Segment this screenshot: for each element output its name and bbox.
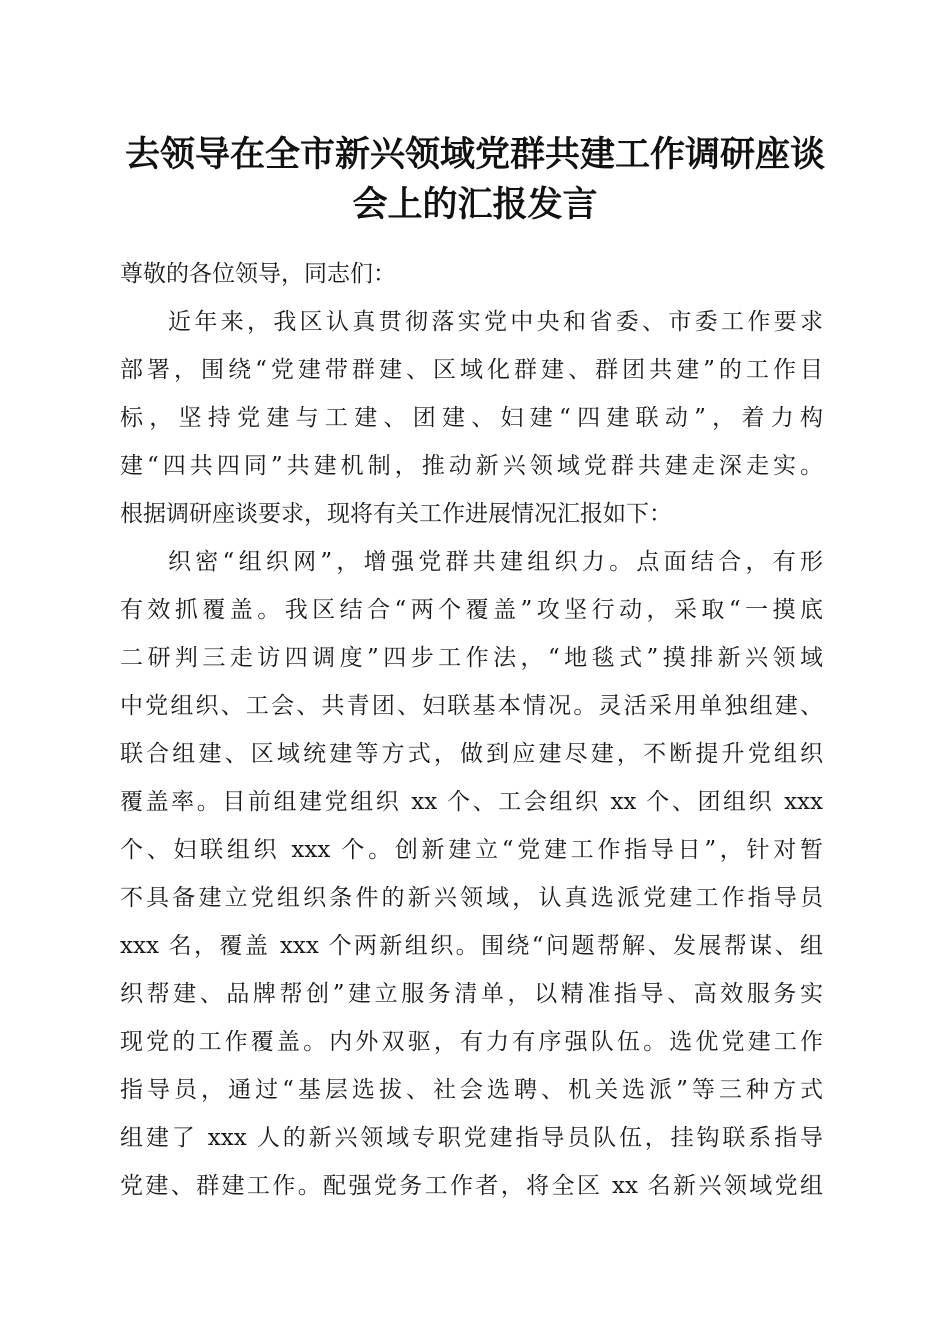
salutation: 尊敬的各位领导，同志们： bbox=[120, 261, 396, 287]
paragraph-line: 党建、群建工作。配强党务工作者，将全区 xx 名新兴领域党组 bbox=[120, 1173, 823, 1199]
paragraph-line: 织帮建、品牌帮创”建立服务清单，以精准指导、高效服务实 bbox=[120, 981, 823, 1007]
paragraph-line: 二研判三走访四调度”四步工作法，“地毯式”摸排新兴领域 bbox=[120, 645, 823, 671]
paragraph-line: 标，坚持党建与工建、团建、妇建“四建联动”，着力构 bbox=[120, 405, 823, 431]
document-body bbox=[120, 250, 840, 1210]
paragraph-line: 覆盖率。目前组建党组织 xx 个、工会组织 xx 个、团组织 xxx bbox=[120, 789, 823, 815]
paragraph-line: 个、妇联组织 xxx 个。创新建立“党建工作指导日”，针对暂 bbox=[120, 837, 823, 863]
paragraph-line: 织密“组织网”，增强党群共建组织力。点面结合，有形 bbox=[168, 549, 823, 575]
paragraph-line: 指导员，通过“基层选拔、社会选聘、机关选派”等三种方式 bbox=[120, 1077, 823, 1103]
paragraph-2 bbox=[120, 538, 840, 1210]
paragraph-line: 不具备建立党组织条件的新兴领域，认真选派党建工作指导员 bbox=[120, 885, 823, 911]
document-title bbox=[100, 130, 850, 230]
paragraph-line: 联合组建、区域统建等方式，做到应建尽建，不断提升党组织 bbox=[120, 741, 823, 767]
paragraph-line: 近年来，我区认真贯彻落实党中央和省委、市委工作要求 bbox=[168, 309, 823, 335]
paragraph-line: 中党组织、工会、共青团、妇联基本情况。灵活采用单独组建、 bbox=[120, 693, 823, 719]
title-line-2: 会上的汇报发言 bbox=[352, 184, 598, 225]
paragraph-line: 有效抓覆盖。我区结合“两个覆盖”攻坚行动，采取“一摸底 bbox=[120, 597, 823, 623]
paragraph-1 bbox=[120, 298, 840, 538]
paragraph-line: 现党的工作覆盖。内外双驱，有力有序强队伍。选优党建工作 bbox=[120, 1029, 823, 1055]
paragraph-line: 部署，围绕“党建带群建、区域化群建、群团共建”的工作目 bbox=[120, 357, 823, 383]
title-line-1: 去领导在全市新兴领域党群共建工作调研座谈 bbox=[124, 134, 825, 175]
paragraph-line: 组建了 xxx 人的新兴领域专职党建指导员队伍，挂钩联系指导 bbox=[120, 1125, 823, 1151]
paragraph-line: 建“四共四同”共建机制，推动新兴领域党群共建走深走实。 bbox=[120, 453, 823, 479]
paragraph-line: 根据调研座谈要求，现将有关工作进展情况汇报如下： bbox=[120, 501, 672, 527]
paragraph-line: xxx 名，覆盖 xxx 个两新组织。围绕“问题帮解、发展帮谋、组 bbox=[120, 933, 823, 959]
